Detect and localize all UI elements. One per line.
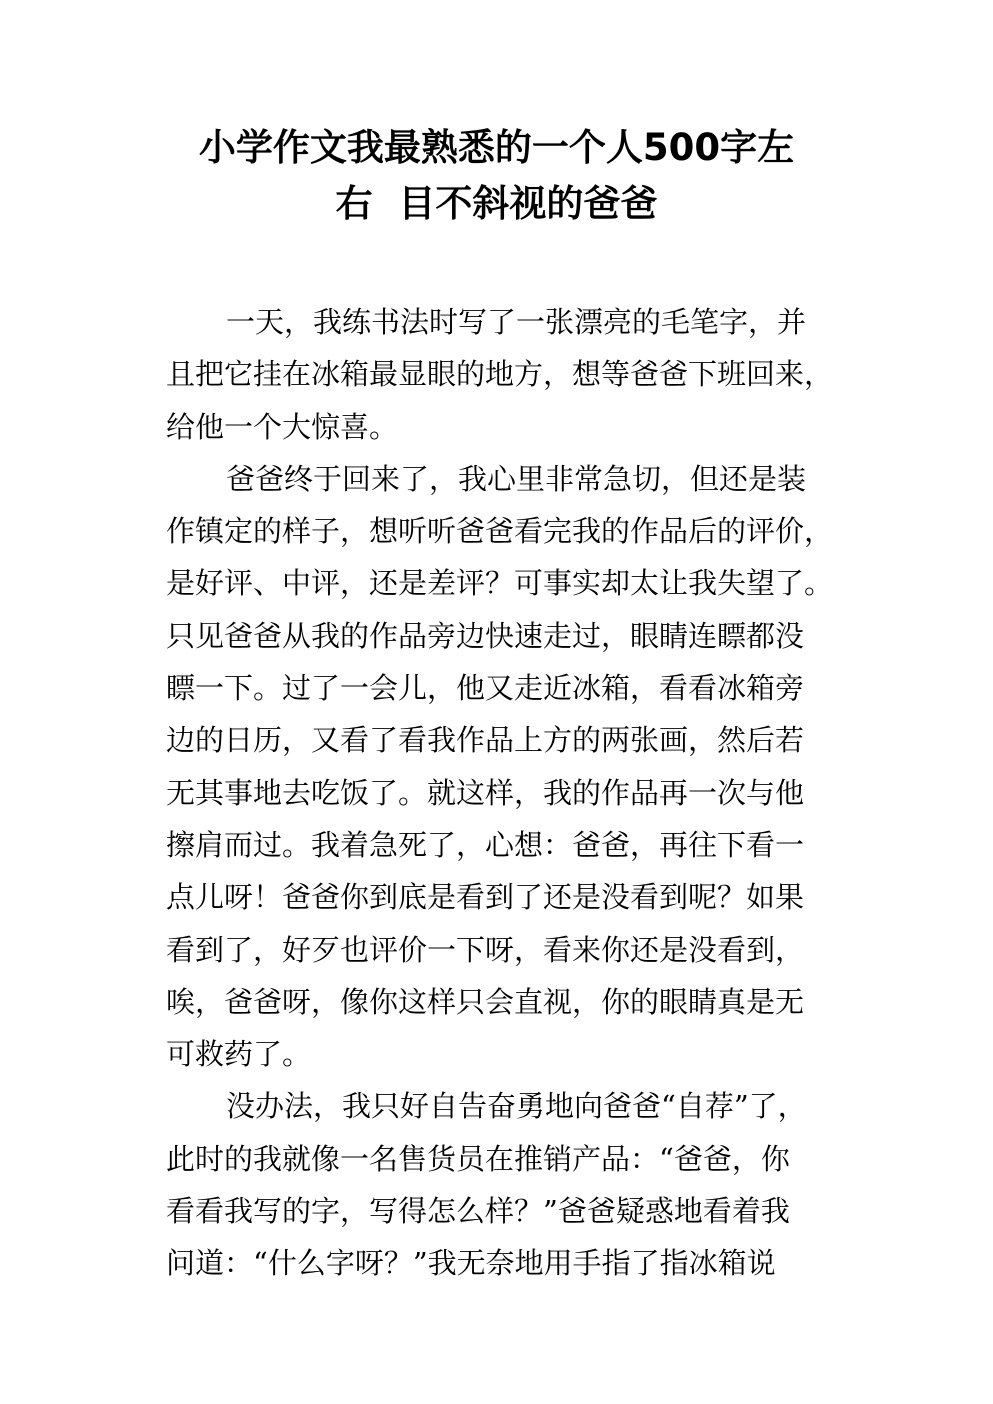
text-line: 唉，爸爸呀，像你这样只会直视，你的眼睛真是无 <box>166 984 805 1019</box>
text-line: 且把它挂在冰箱最显眼的地方，想等爸爸下班回来， <box>166 357 834 392</box>
text-line: 可救药了。 <box>166 1037 312 1072</box>
document-title <box>0 120 993 232</box>
paragraph-1 <box>166 296 846 453</box>
text-line: 爸爸终于回来了，我心里非常急切，但还是装 <box>226 461 807 496</box>
text-line: 给他一个大惊喜。 <box>166 409 399 444</box>
text-line: 是好评、中评，还是差评？可事实却太让我失望了。 <box>166 566 834 601</box>
text-line: 一天，我练书法时写了一张漂亮的毛笔字，并 <box>226 305 807 339</box>
text-line: 作镇定的样子，想听听爸爸看完我的作品后的评价， <box>166 514 834 549</box>
paragraph-2 <box>166 453 846 1081</box>
text-line: 无其事地去吃饭了。就这样，我的作品再一次与他 <box>166 775 805 810</box>
paragraph-3 <box>166 1080 846 1289</box>
text-line: 擦肩而过。我着急死了，心想：爸爸，再往下看一 <box>166 827 805 862</box>
text-line: 此时的我就像一名售货员在推销产品：“爸爸，你 <box>166 1141 790 1176</box>
text-line: 没办法，我只好自告奋勇地向爸爸“自荐”了， <box>226 1089 807 1124</box>
essay-body <box>166 296 846 1290</box>
text-line: 瞟一下。过了一会儿，他又走近冰箱，看看冰箱旁 <box>166 671 805 706</box>
text-line: 边的日历，又看了看我作品上方的两张画，然后若 <box>166 723 805 758</box>
text-line: 点儿呀！爸爸你到底是看到了还是没看到呢？如果 <box>166 880 805 915</box>
text-line: 看到了，好歹也评价一下呀，看来你还是没看到， <box>166 932 805 967</box>
text-line: 看看我写的字，写得怎么样？”爸爸疑惑地看着我 <box>166 1194 790 1229</box>
text-line: 只见爸爸从我的作品旁边快速走过，眼睛连瞟都没 <box>166 618 805 653</box>
text-line: 问道：“什么字呀？”我无奈地用手指了指冰箱说 <box>166 1246 776 1281</box>
title-line-1: 小学作文我最熟悉的一个人500字左 <box>198 126 795 169</box>
title-line-2: 右 目不斜视的爸爸 <box>335 182 658 225</box>
